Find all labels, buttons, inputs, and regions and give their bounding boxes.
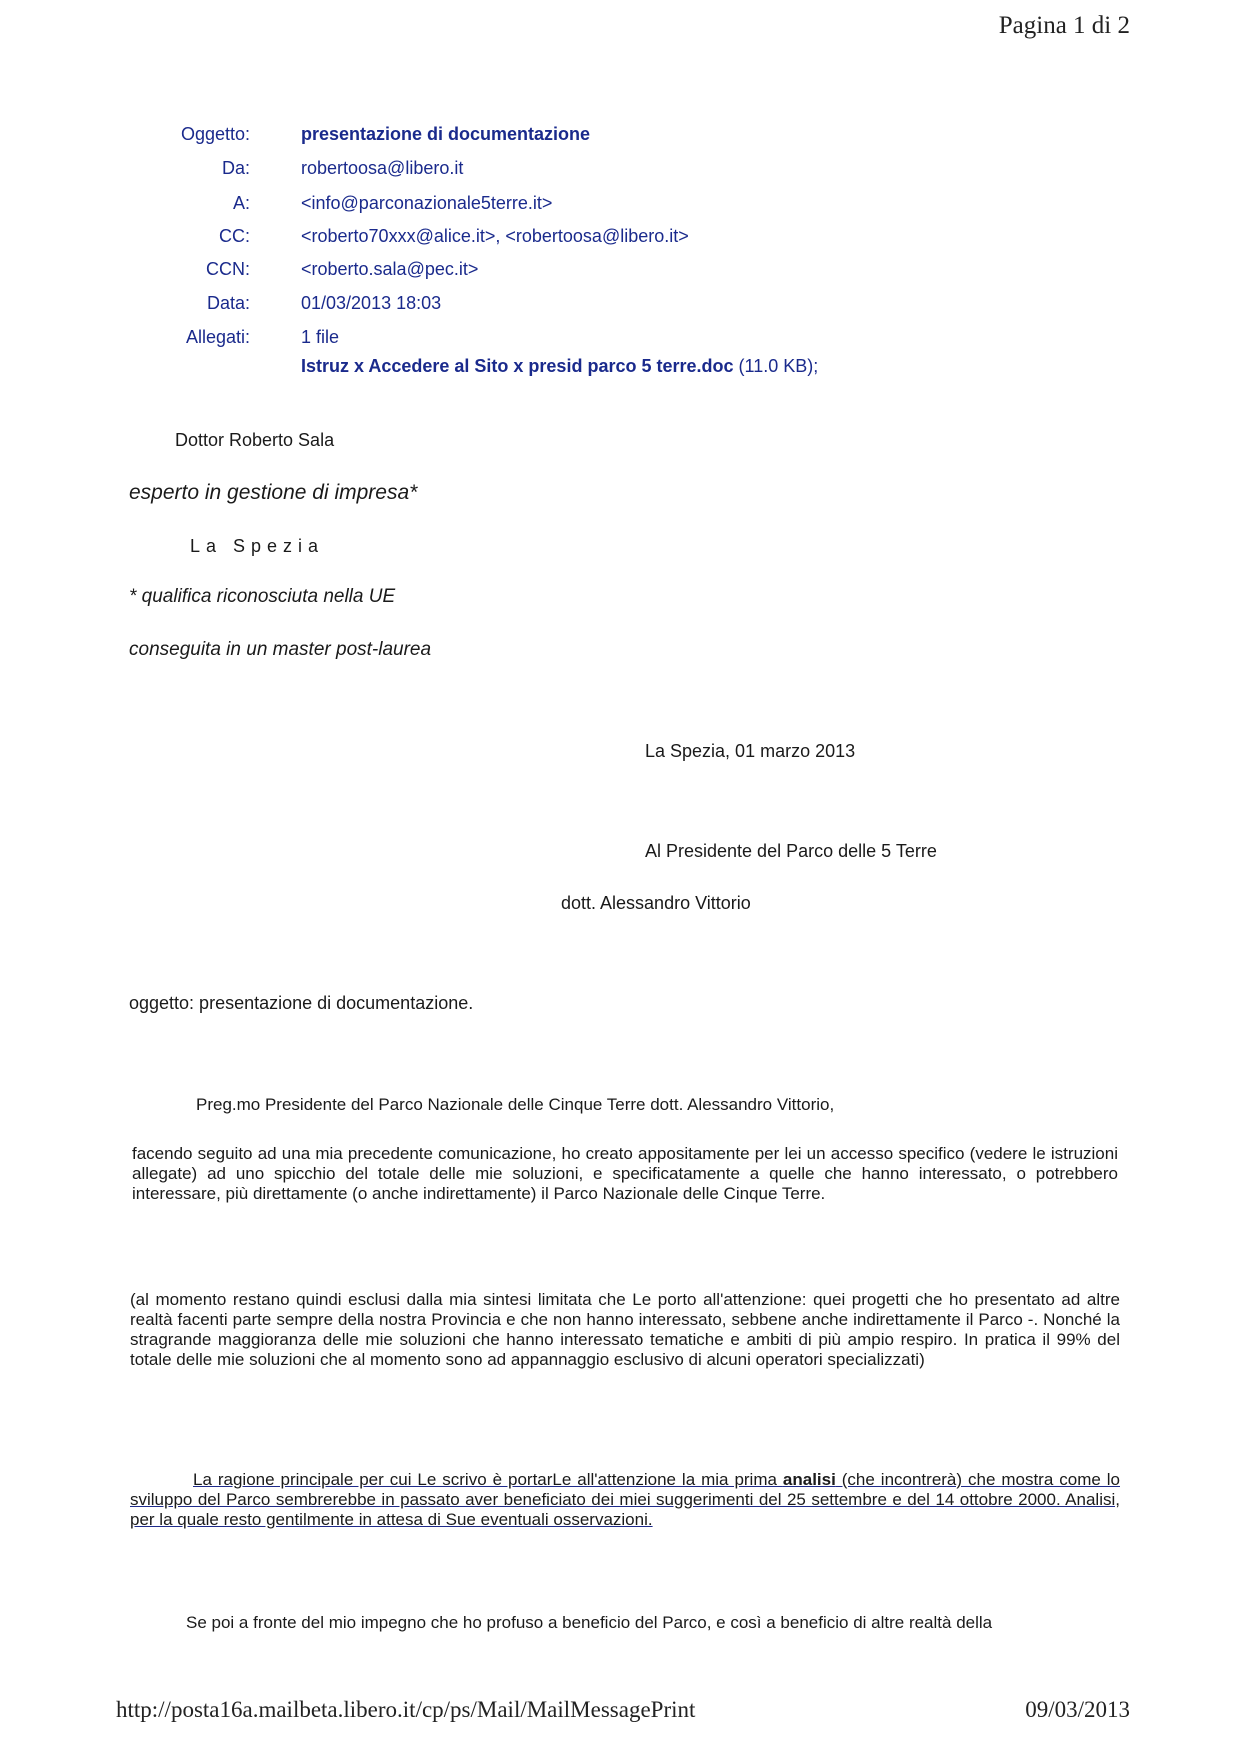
subject-label: Oggetto: <box>180 124 250 144</box>
paragraph-4: Se poi a fronte del mio impegno che ho profuso a beneficio del Parco, e così a beneficio di altre realtà della <box>186 1613 993 1632</box>
ccn-value: <roberto.sala@pec.it> <box>301 259 479 279</box>
attachment-name[interactable]: Istruz x Accedere al Sito x presid parco 5 terre.doc <box>301 356 734 376</box>
attachments-count: 1 file <box>301 327 340 347</box>
salutation: Preg.mo Presidente del Parco Nazionale delle Cinque Terre dott. Alessandro Vittorio, <box>196 1095 835 1114</box>
paragraph-3 <box>130 1470 1120 1530</box>
signature-title: esperto in gestione di impresa* <box>129 481 418 504</box>
footer-date: 09/03/2013 <box>1025 1697 1130 1722</box>
paragraph-3-text-a: La ragione principale per cui Le scrivo è portarLe all'attenzione la mia prima <box>193 1470 783 1489</box>
page-number: Pagina 1 di 2 <box>998 12 1130 39</box>
paragraph-1: facendo seguito ad una mia precedente comunicazione, ho creato appositamente per lei un accesso specifico (vedere le istruzioni allegate) ad uno spicchio del totale delle mie soluzioni, e specificatamente a quelle che hanno interessato, o potrebbero interessare, più direttamente (o anche indirettamente) il Parco Nazionale delle Cinque Terre. <box>132 1144 1118 1203</box>
date-value: 01/03/2013 18:03 <box>301 293 442 313</box>
paragraph-2: (al momento restano quindi esclusi dalla mia sintesi limitata che Le porto all'attenzione: quei progetti che ho presentato ad altre realtà facenti parte sempre della nostra Provincia e che non hanno interessato, sebbene anche indirettamente il Parco -. Nonché la stragrande maggioranza delle mie soluzioni che hanno interessato tematiche e ambiti di più ampio respiro. In pratica il 99% del totale delle mie soluzioni che al momento sono ad appannaggio esclusivo di alcuni operatori specializzati) <box>130 1290 1120 1369</box>
signature-name: Dottor Roberto Sala <box>175 430 335 450</box>
attachments-label: Allegati: <box>185 327 250 347</box>
recipient-line-2: dott. Alessandro Vittorio <box>561 893 751 913</box>
paragraph-3-text-b: (che incontrerà) che mostra come lo sviluppo del Parco sembrerebbe in passato aver beneficiato dei miei suggerimenti del 25 settembre e del 14 ottobre 2000. Analisi, per la quale resto gentilmente in attesa di Sue eventuali osservazioni. <box>130 1470 1120 1529</box>
signature-note-2: conseguita in un master post-laurea <box>129 639 432 660</box>
recipient-line-1: Al Presidente del Parco delle 5 Terre <box>645 841 937 861</box>
attachment-size: (11.0 KB); <box>738 356 819 376</box>
to-label: A: <box>232 193 250 213</box>
place-date: La Spezia, 01 marzo 2013 <box>645 741 856 761</box>
letter-subject: oggetto: presentazione di documentazione. <box>129 993 474 1013</box>
paragraph-3-bold: analisi <box>782 1470 836 1489</box>
cc-value: <roberto70xxx@alice.it>, <robertoosa@libero.it> <box>301 226 689 246</box>
date-label: Data: <box>206 293 250 313</box>
attachment-row[interactable] <box>301 356 818 377</box>
subject-value: presentazione di documentazione <box>301 124 591 144</box>
footer-url: http://posta16a.mailbeta.libero.it/cp/ps/Mail/MailMessagePrint <box>116 1697 696 1722</box>
cc-label: CC: <box>219 226 250 246</box>
ccn-label: CCN: <box>206 259 250 279</box>
to-value: <info@parconazionale5terre.it> <box>301 193 553 213</box>
from-value: robertoosa@libero.it <box>301 158 464 178</box>
from-label: Da: <box>221 158 250 178</box>
signature-city: La Spezia <box>190 536 325 556</box>
signature-note-1: * qualifica riconosciuta nella UE <box>129 586 396 607</box>
